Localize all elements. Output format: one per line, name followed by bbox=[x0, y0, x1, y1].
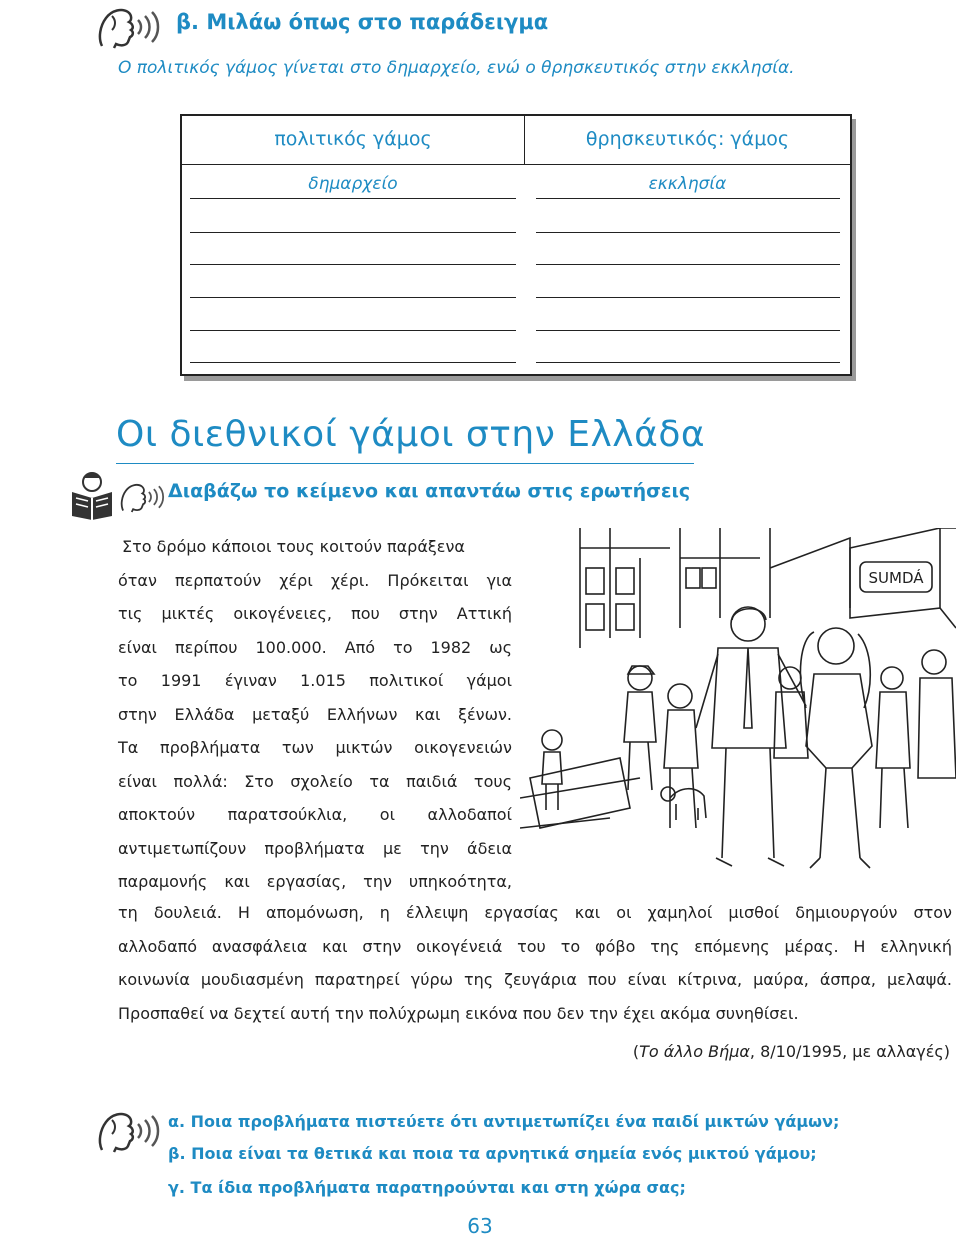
text-line: είναι πολλά: Στο σχολείο τα παιδιά τους bbox=[118, 771, 512, 791]
shop-sign-text: SUMDÁ bbox=[868, 569, 924, 587]
write-line[interactable] bbox=[190, 362, 516, 363]
street-scene-illustration bbox=[520, 528, 956, 890]
text-line: τις μικτές οικογένειες, που στην Αττική bbox=[118, 604, 512, 623]
question-b: β. Ποια είναι τα θετικά και ποια τα αρνητικά σημεία ενός μικτού γάμου; bbox=[168, 1144, 817, 1163]
question-c: γ. Τα ίδια προβλήματα παρατηρούνται και στη χώρα σας; bbox=[168, 1178, 686, 1197]
write-line[interactable] bbox=[190, 264, 516, 265]
write-line[interactable] bbox=[536, 330, 840, 331]
title-rule bbox=[116, 463, 694, 464]
text-line: είναι περίπου 100.000. Από το 1982 ως bbox=[118, 637, 512, 657]
text-line: Τα προβλήματα των μικτών οικογενειών bbox=[118, 738, 512, 757]
table-header-rule bbox=[182, 164, 850, 165]
col-religious-first: εκκλησία bbox=[648, 174, 727, 194]
marriage-table bbox=[180, 114, 852, 376]
write-line[interactable] bbox=[190, 297, 516, 298]
speaking-head-icon bbox=[116, 472, 166, 522]
text-line: αντιμετωπίζουν προβλήματα με την άδεια bbox=[118, 838, 512, 858]
speaking-head-icon bbox=[92, 1106, 162, 1156]
reading-paragraph-full bbox=[118, 896, 952, 1030]
text-source: (Το άλλο Βήμα, 8/10/1995, με αλλαγές) bbox=[632, 1042, 950, 1061]
text-line: αποκτούν παρατσούκλια, οι αλλοδαποί bbox=[118, 805, 512, 824]
write-line[interactable] bbox=[536, 232, 840, 233]
write-line[interactable] bbox=[536, 264, 840, 265]
write-line[interactable] bbox=[536, 297, 840, 298]
page-number: 63 bbox=[467, 1214, 493, 1238]
text-line: τη δουλειά. Η απομόνωση, η έλλειψη εργασίας και οι χαμηλοί μισθοί δημιουργούν στον bbox=[118, 903, 952, 922]
col-civil-header: πολιτικός γάμος bbox=[274, 128, 432, 150]
text-line: παραμονής και εργασίας, την υπηκοότητα, bbox=[118, 872, 512, 891]
text-line: αλλοδαπό ανασφάλεια και στην οικογένειά του το φόβο της επόμενης μέρας. Η ελληνική bbox=[118, 936, 952, 956]
write-line[interactable] bbox=[190, 232, 516, 233]
example-sentence: Ο πολιτικός γάμος γίνεται στο δημαρχείο, ενώ ο θρησκευτικός στην εκκλησία. bbox=[118, 58, 795, 78]
text-line: Στο δρόμο κάποιοι τους κοιτούν παράξενα bbox=[122, 537, 465, 556]
write-line[interactable] bbox=[536, 362, 840, 363]
section-b-title: β. Μιλάω όπως στο παράδειγμα bbox=[176, 10, 549, 34]
speaking-head-icon bbox=[92, 2, 162, 52]
col-religious-header: θρησκευτικός: γάμος bbox=[585, 128, 790, 150]
text-line: το 1991 έγιναν 1.015 πολιτικοί γάμοι bbox=[118, 671, 512, 690]
col-civil-first: δημαρχείο bbox=[308, 174, 398, 194]
write-line[interactable] bbox=[190, 330, 516, 331]
reading-title: Οι διεθνικοί γάμοι στην Ελλάδα bbox=[116, 414, 706, 455]
write-line[interactable] bbox=[190, 198, 516, 199]
reading-instruction: Διαβάζω το κείμενο και απαντάω στις ερωτήσεις bbox=[168, 480, 691, 502]
text-line: κοινωνία μουδιασμένη παρατηρεί γύρω της ζευγάρια που είναι κίτρινα, μαύρα, άσπρα, μελαψά. bbox=[118, 970, 952, 989]
text-line: στην Ελλάδα μεταξύ Ελλήνων και ξένων. bbox=[118, 704, 512, 724]
text-line: Προσπαθεί να δεχτεί αυτή την πολύχρωμη εικόνα που δεν την έχει ακόμα συνηθίσει. bbox=[118, 1003, 799, 1023]
write-line[interactable] bbox=[536, 198, 840, 199]
text-line: όταν περπατούν χέρι χέρι. Πρόκειται για bbox=[118, 570, 512, 590]
reading-book-icon bbox=[68, 470, 118, 522]
reading-paragraph-narrow bbox=[118, 530, 512, 899]
question-a: α. Ποια προβλήματα πιστεύετε ότι αντιμετωπίζει ένα παιδί μικτών γάμων; bbox=[168, 1112, 840, 1131]
